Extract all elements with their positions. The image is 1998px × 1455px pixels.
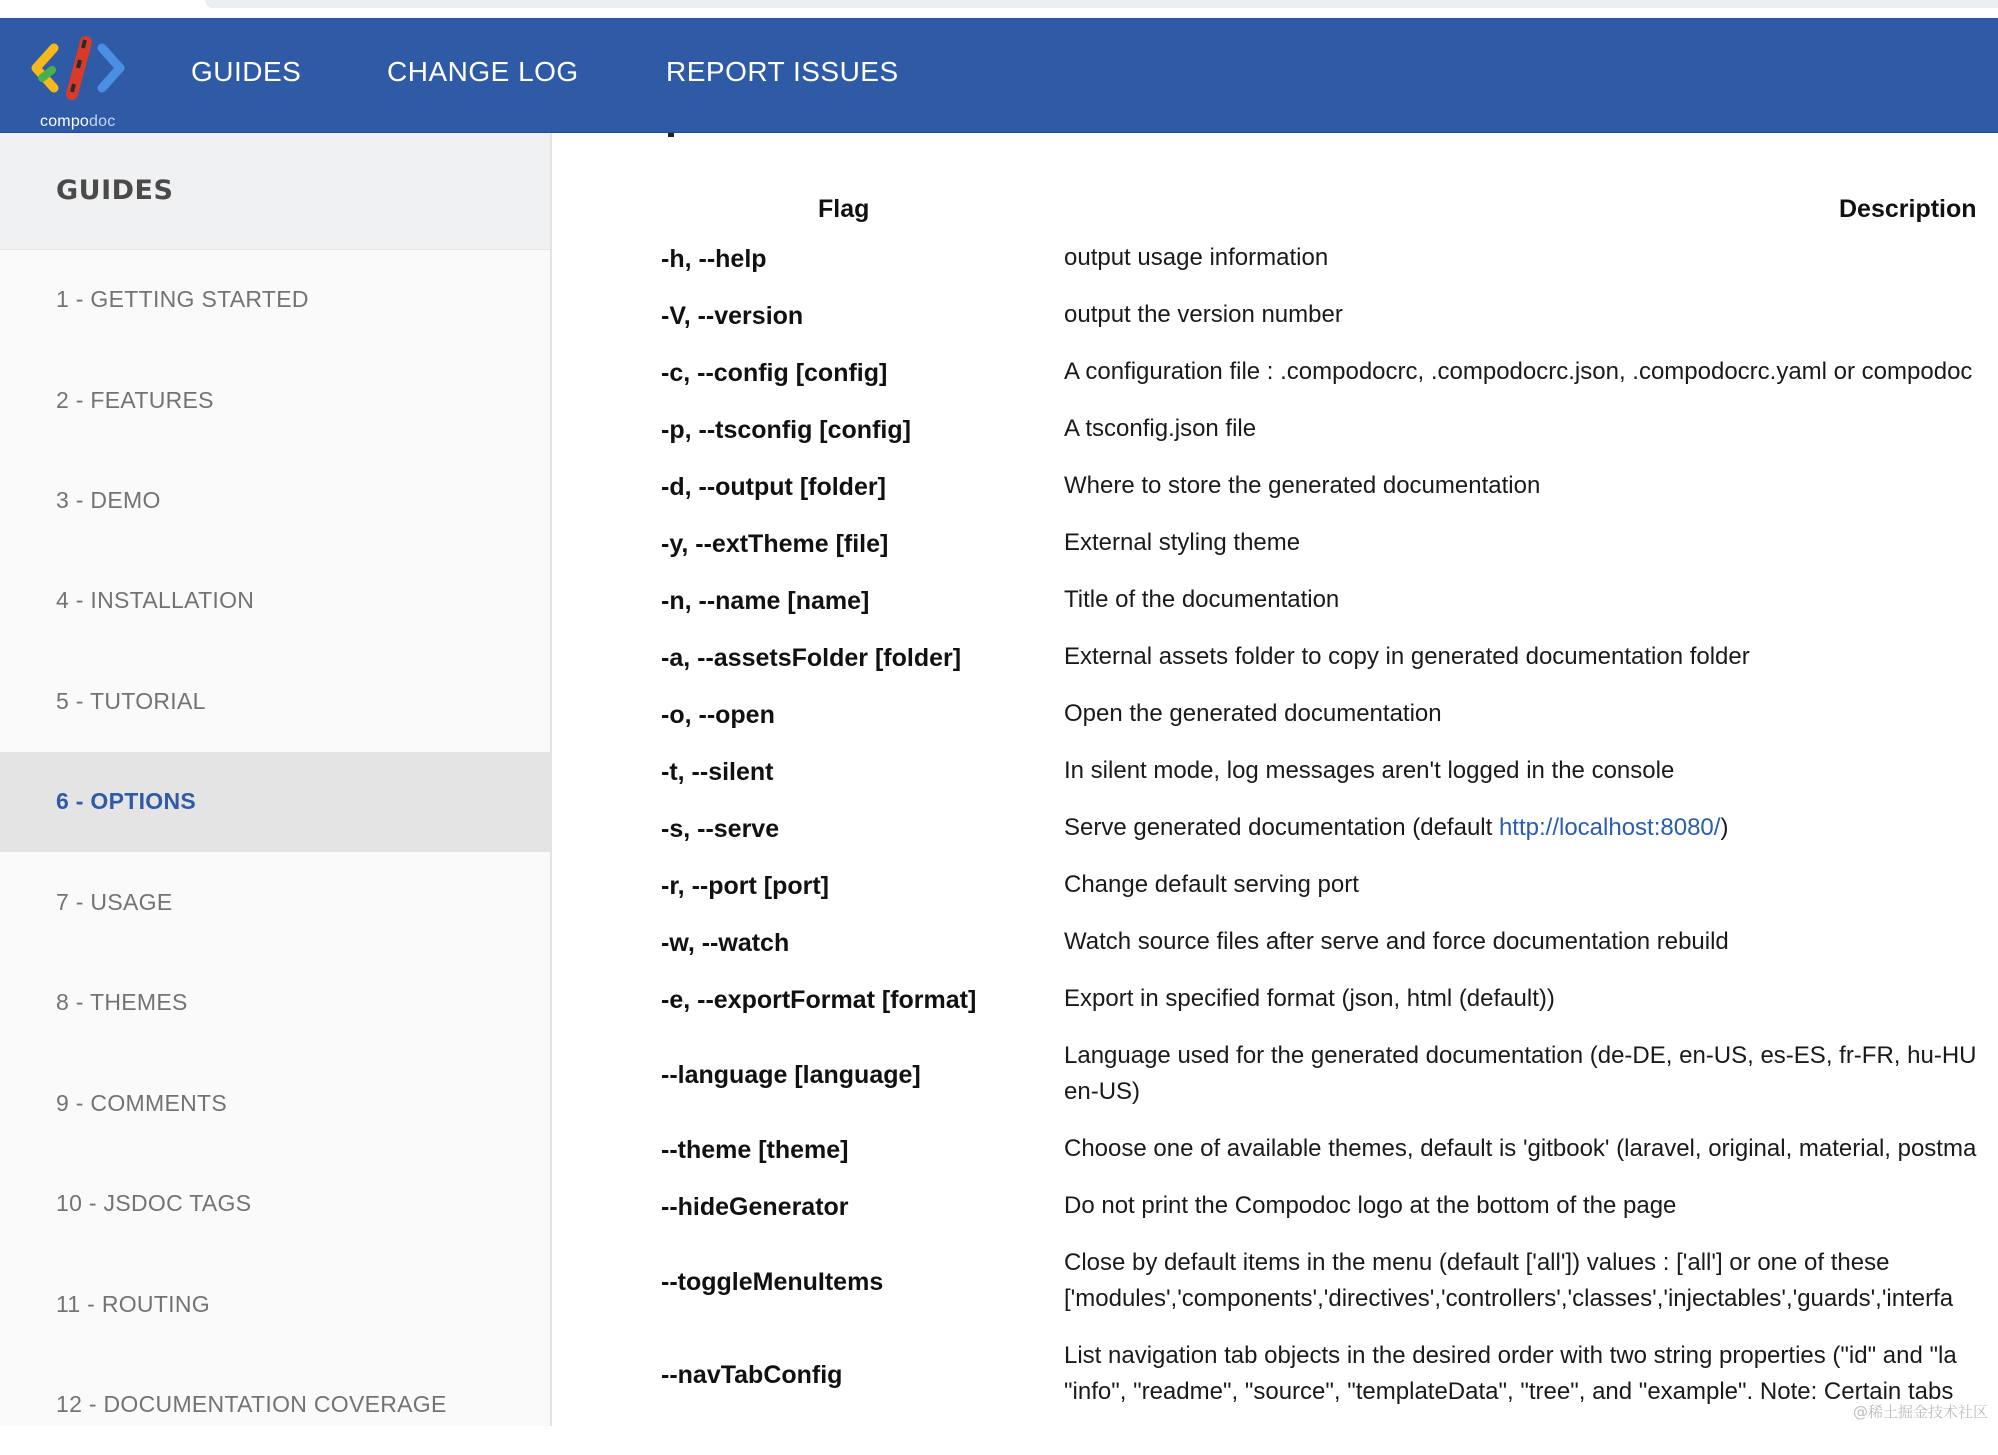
sidebar-item-options[interactable] [0, 752, 550, 852]
flag-cell: -y, --extTheme [file] [661, 530, 889, 558]
brand-name-light: doc [89, 113, 116, 130]
nav-link-change-log[interactable]: CHANGE LOG [387, 56, 579, 87]
description-cell: Title of the documentation [1064, 586, 1340, 613]
description-cell: In silent mode, log messages aren't logged in the console [1064, 757, 1675, 784]
top-navbar [0, 18, 1998, 133]
flag-cell: -o, --open [661, 701, 775, 729]
description-cell: A tsconfig.json file [1064, 415, 1257, 442]
browser-top-strip [0, 0, 1998, 18]
flag-cell: -a, --assetsFolder [folder] [661, 644, 962, 672]
sidebar-item-jsdoc-tags[interactable] [0, 1154, 550, 1254]
sidebar-item-usage[interactable] [0, 853, 550, 953]
flag-cell: --navTabConfig [661, 1361, 843, 1389]
sidebar-item-label: 3 - DEMO [56, 487, 161, 513]
description-cell: Change default serving port [1064, 871, 1359, 898]
sidebar-item-routing[interactable] [0, 1255, 550, 1355]
flag-cell: -w, --watch [661, 929, 790, 957]
description-cell: Choose one of available themes, default is 'gitbook' (laravel, original, material, postma [1064, 1135, 1977, 1162]
description-cell [1064, 810, 1728, 846]
description-cell: External assets folder to copy in generated documentation folder [1064, 643, 1750, 670]
sidebar-item-features[interactable] [0, 351, 550, 451]
main-content [552, 133, 1998, 1426]
table-header-flag: Flag [818, 195, 870, 223]
sidebar-header [0, 133, 550, 250]
sidebar-item-label: 11 - ROUTING [56, 1291, 210, 1317]
description-cell-line2: ['modules','components','directives','controllers','classes','injectables','guards','interfa [1064, 1285, 1954, 1312]
description-cell: Open the generated documentation [1064, 700, 1442, 727]
flag-cell: --hideGenerator [661, 1193, 849, 1221]
brand-name-main: compo [40, 113, 90, 130]
sidebar-item-label: 9 - COMMENTS [56, 1090, 227, 1116]
flag-cell: -n, --name [name] [661, 587, 870, 615]
localhost-link[interactable]: http://localhost:8080/ [1498, 814, 1721, 841]
description-cell: output usage information [1064, 244, 1329, 271]
flag-cell: -p, --tsconfig [config] [661, 416, 911, 444]
compodoc-logo-icon [28, 30, 128, 110]
description-text-end: ) [1720, 814, 1729, 841]
sidebar-item-installation[interactable] [0, 551, 550, 651]
description-cell: External styling theme [1064, 529, 1301, 556]
sidebar-item-label: 7 - USAGE [56, 889, 173, 915]
description-cell: Export in specified format (json, html (default)) [1064, 985, 1555, 1012]
sidebar-item-label: 5 - TUTORIAL [56, 688, 206, 714]
sidebar-item-tutorial[interactable] [0, 652, 550, 752]
sidebar-title: GUIDES [56, 175, 174, 206]
sidebar-item-demo[interactable] [0, 451, 550, 551]
flag-cell: -s, --serve [661, 815, 780, 843]
flag-cell: -e, --exportFormat [format] [661, 986, 977, 1014]
flag-cell: -r, --port [port] [661, 872, 830, 900]
sidebar-item-themes[interactable] [0, 953, 550, 1053]
sidebar [0, 133, 552, 1426]
description-cell-line2: "info", "readme", "source", "templateData", "tree", and "example". Note: Certain tabs [1064, 1378, 1954, 1405]
flag-cell: -d, --output [folder] [661, 473, 886, 501]
description-cell: Do not print the Compodoc logo at the bottom of the page [1064, 1192, 1677, 1219]
browser-tab-edge [205, 0, 1998, 8]
sidebar-item-label: 6 - OPTIONS [56, 788, 197, 814]
flag-cell: --toggleMenuItems [661, 1268, 884, 1296]
description-cell: List navigation tab objects in the desired order with two string properties ("id" and "la [1064, 1342, 1957, 1369]
description-cell: Language used for the generated documentation (de-DE, en-US, es-ES, fr-FR, hu-HU [1064, 1042, 1977, 1069]
brand-name [40, 113, 115, 131]
description-cell: Close by default items in the menu (default ['all']) values : ['all'] or one of these [1064, 1249, 1890, 1276]
sidebar-item-label: 2 - FEATURES [56, 387, 214, 413]
compodoc-logo[interactable] [22, 30, 137, 130]
flag-cell: -t, --silent [661, 758, 774, 786]
description-cell: A configuration file : .compodocrc, .compodocrc.json, .compodocrc.yaml or compodoc [1064, 358, 1973, 385]
flag-cell: -c, --config [config] [661, 359, 888, 387]
sidebar-item-comments[interactable] [0, 1054, 550, 1154]
description-text: Serve generated documentation (default [1064, 814, 1499, 841]
flag-cell: --theme [theme] [661, 1136, 849, 1164]
flag-cell: -V, --version [661, 302, 804, 330]
clipped-heading-fragment [668, 133, 674, 137]
nav-link-guides[interactable]: GUIDES [191, 56, 302, 87]
sidebar-item-label: 12 - DOCUMENTATION COVERAGE [56, 1391, 447, 1417]
nav-link-report-issues[interactable]: REPORT ISSUES [666, 56, 899, 87]
description-cell-line2: en-US) [1064, 1078, 1141, 1105]
flag-cell: --language [language] [661, 1061, 921, 1089]
sidebar-item-documentation-coverage[interactable] [0, 1355, 550, 1455]
flag-cell: -h, --help [661, 245, 767, 273]
sidebar-item-getting-started[interactable] [0, 250, 550, 350]
sidebar-item-label: 10 - JSDOC TAGS [56, 1190, 252, 1216]
sidebar-item-label: 4 - INSTALLATION [56, 587, 255, 613]
sidebar-item-label: 8 - THEMES [56, 989, 188, 1015]
watermark: @稀土掘金技术社区 [1852, 1403, 1988, 1421]
description-cell: Where to store the generated documentation [1064, 472, 1541, 499]
description-cell: output the version number [1064, 301, 1343, 328]
table-header-description: Description [1839, 195, 1977, 223]
description-cell: Watch source files after serve and force documentation rebuild [1064, 928, 1729, 955]
sidebar-item-label: 1 - GETTING STARTED [56, 286, 309, 312]
